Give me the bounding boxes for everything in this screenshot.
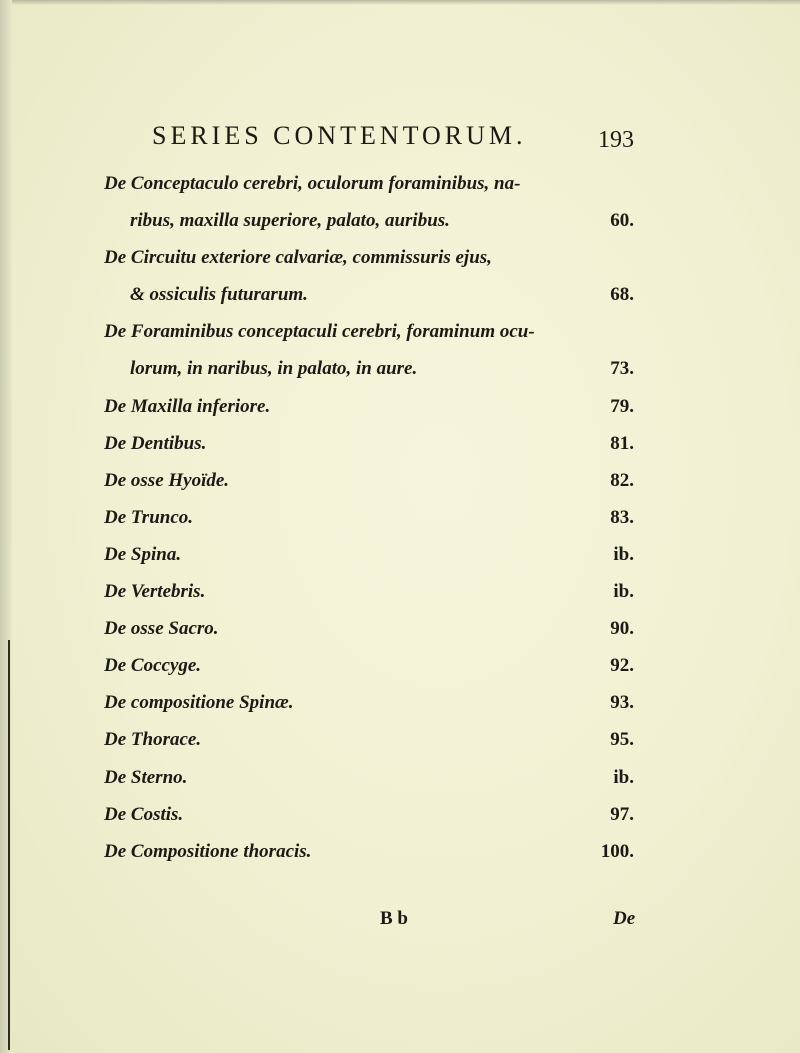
entry-text: De Dentibus. [104, 432, 207, 454]
binding-line [8, 640, 10, 1050]
page-top-edge [0, 0, 800, 5]
entry-page: 60. [610, 210, 634, 232]
contents-entry [104, 796, 634, 833]
entry-page: 95. [610, 729, 634, 751]
contents-entry [104, 388, 634, 425]
entry-text: De Compositione thoracis. [104, 840, 312, 862]
entry-text: De Conceptaculo cerebri, oculorum foraminibus, na- [104, 173, 521, 194]
page-footer [0, 904, 800, 934]
contents-entry [104, 462, 634, 499]
page-number: 193 [598, 127, 634, 153]
contents-entry [104, 721, 634, 758]
entry-text: De osse Sacro. [104, 618, 219, 640]
entry-text: De Foraminibus conceptaculi cerebri, foraminum ocu- [104, 321, 535, 343]
contents-entry [104, 499, 634, 536]
entry-text: & ossiculis futurarum. [130, 284, 308, 306]
entry-page: 82. [610, 469, 634, 491]
contents-entry [104, 276, 634, 313]
contents-entry [104, 165, 634, 202]
entry-text: lorum, in naribus, in palato, in aure. [130, 358, 418, 380]
entry-text: De Costis. [104, 803, 184, 825]
contents-entry [104, 313, 634, 350]
entry-page: 73. [610, 358, 634, 380]
entry-page: ib. [613, 543, 634, 565]
contents-entry [104, 684, 634, 721]
entry-page: 79. [610, 395, 634, 417]
catchword: De [613, 908, 636, 929]
signature-mark: B b [380, 908, 408, 929]
contents-entry [104, 239, 634, 276]
entry-page: 92. [610, 655, 634, 677]
page-binding-edge [0, 0, 12, 1053]
contents-entry [104, 425, 634, 462]
contents-entry [104, 350, 634, 387]
entry-text: De Spina. [104, 543, 182, 565]
entry-page: 97. [610, 803, 634, 825]
entry-page: 81. [610, 432, 634, 454]
entry-text: De Circuitu exteriore calvariæ, commissuris ejus, [104, 247, 492, 269]
contents-entry [104, 647, 634, 684]
entry-page: 83. [610, 506, 634, 528]
entry-text: De Trunco. [104, 506, 194, 528]
entry-page: 68. [610, 284, 634, 306]
contents-entry [104, 202, 634, 239]
contents-entry [104, 536, 634, 573]
entry-page: 100. [600, 840, 634, 862]
contents-entry [104, 573, 634, 610]
entry-page: ib. [613, 581, 634, 603]
entry-text: De Sterno. [104, 766, 188, 788]
entry-text: De compositione Spinæ. [104, 692, 294, 714]
contents-entry [104, 833, 634, 870]
entry-text: De Maxilla inferiore. [104, 395, 271, 417]
running-header: SERIES CONTENTORUM. [152, 121, 527, 150]
entry-text: De Vertebris. [104, 581, 206, 603]
entry-page: 93. [610, 692, 634, 714]
entry-text: De Thorace. [104, 729, 202, 751]
entry-page: ib. [613, 766, 634, 788]
entry-text: De osse Hyoïde. [104, 469, 230, 491]
entry-text: De Coccyge. [104, 655, 202, 677]
entry-page: 90. [610, 618, 634, 640]
contents-entry [104, 610, 634, 647]
contents-list [104, 165, 634, 870]
contents-entry [104, 759, 634, 796]
entry-text: ribus, maxilla superiore, palato, auribus. [130, 210, 450, 232]
